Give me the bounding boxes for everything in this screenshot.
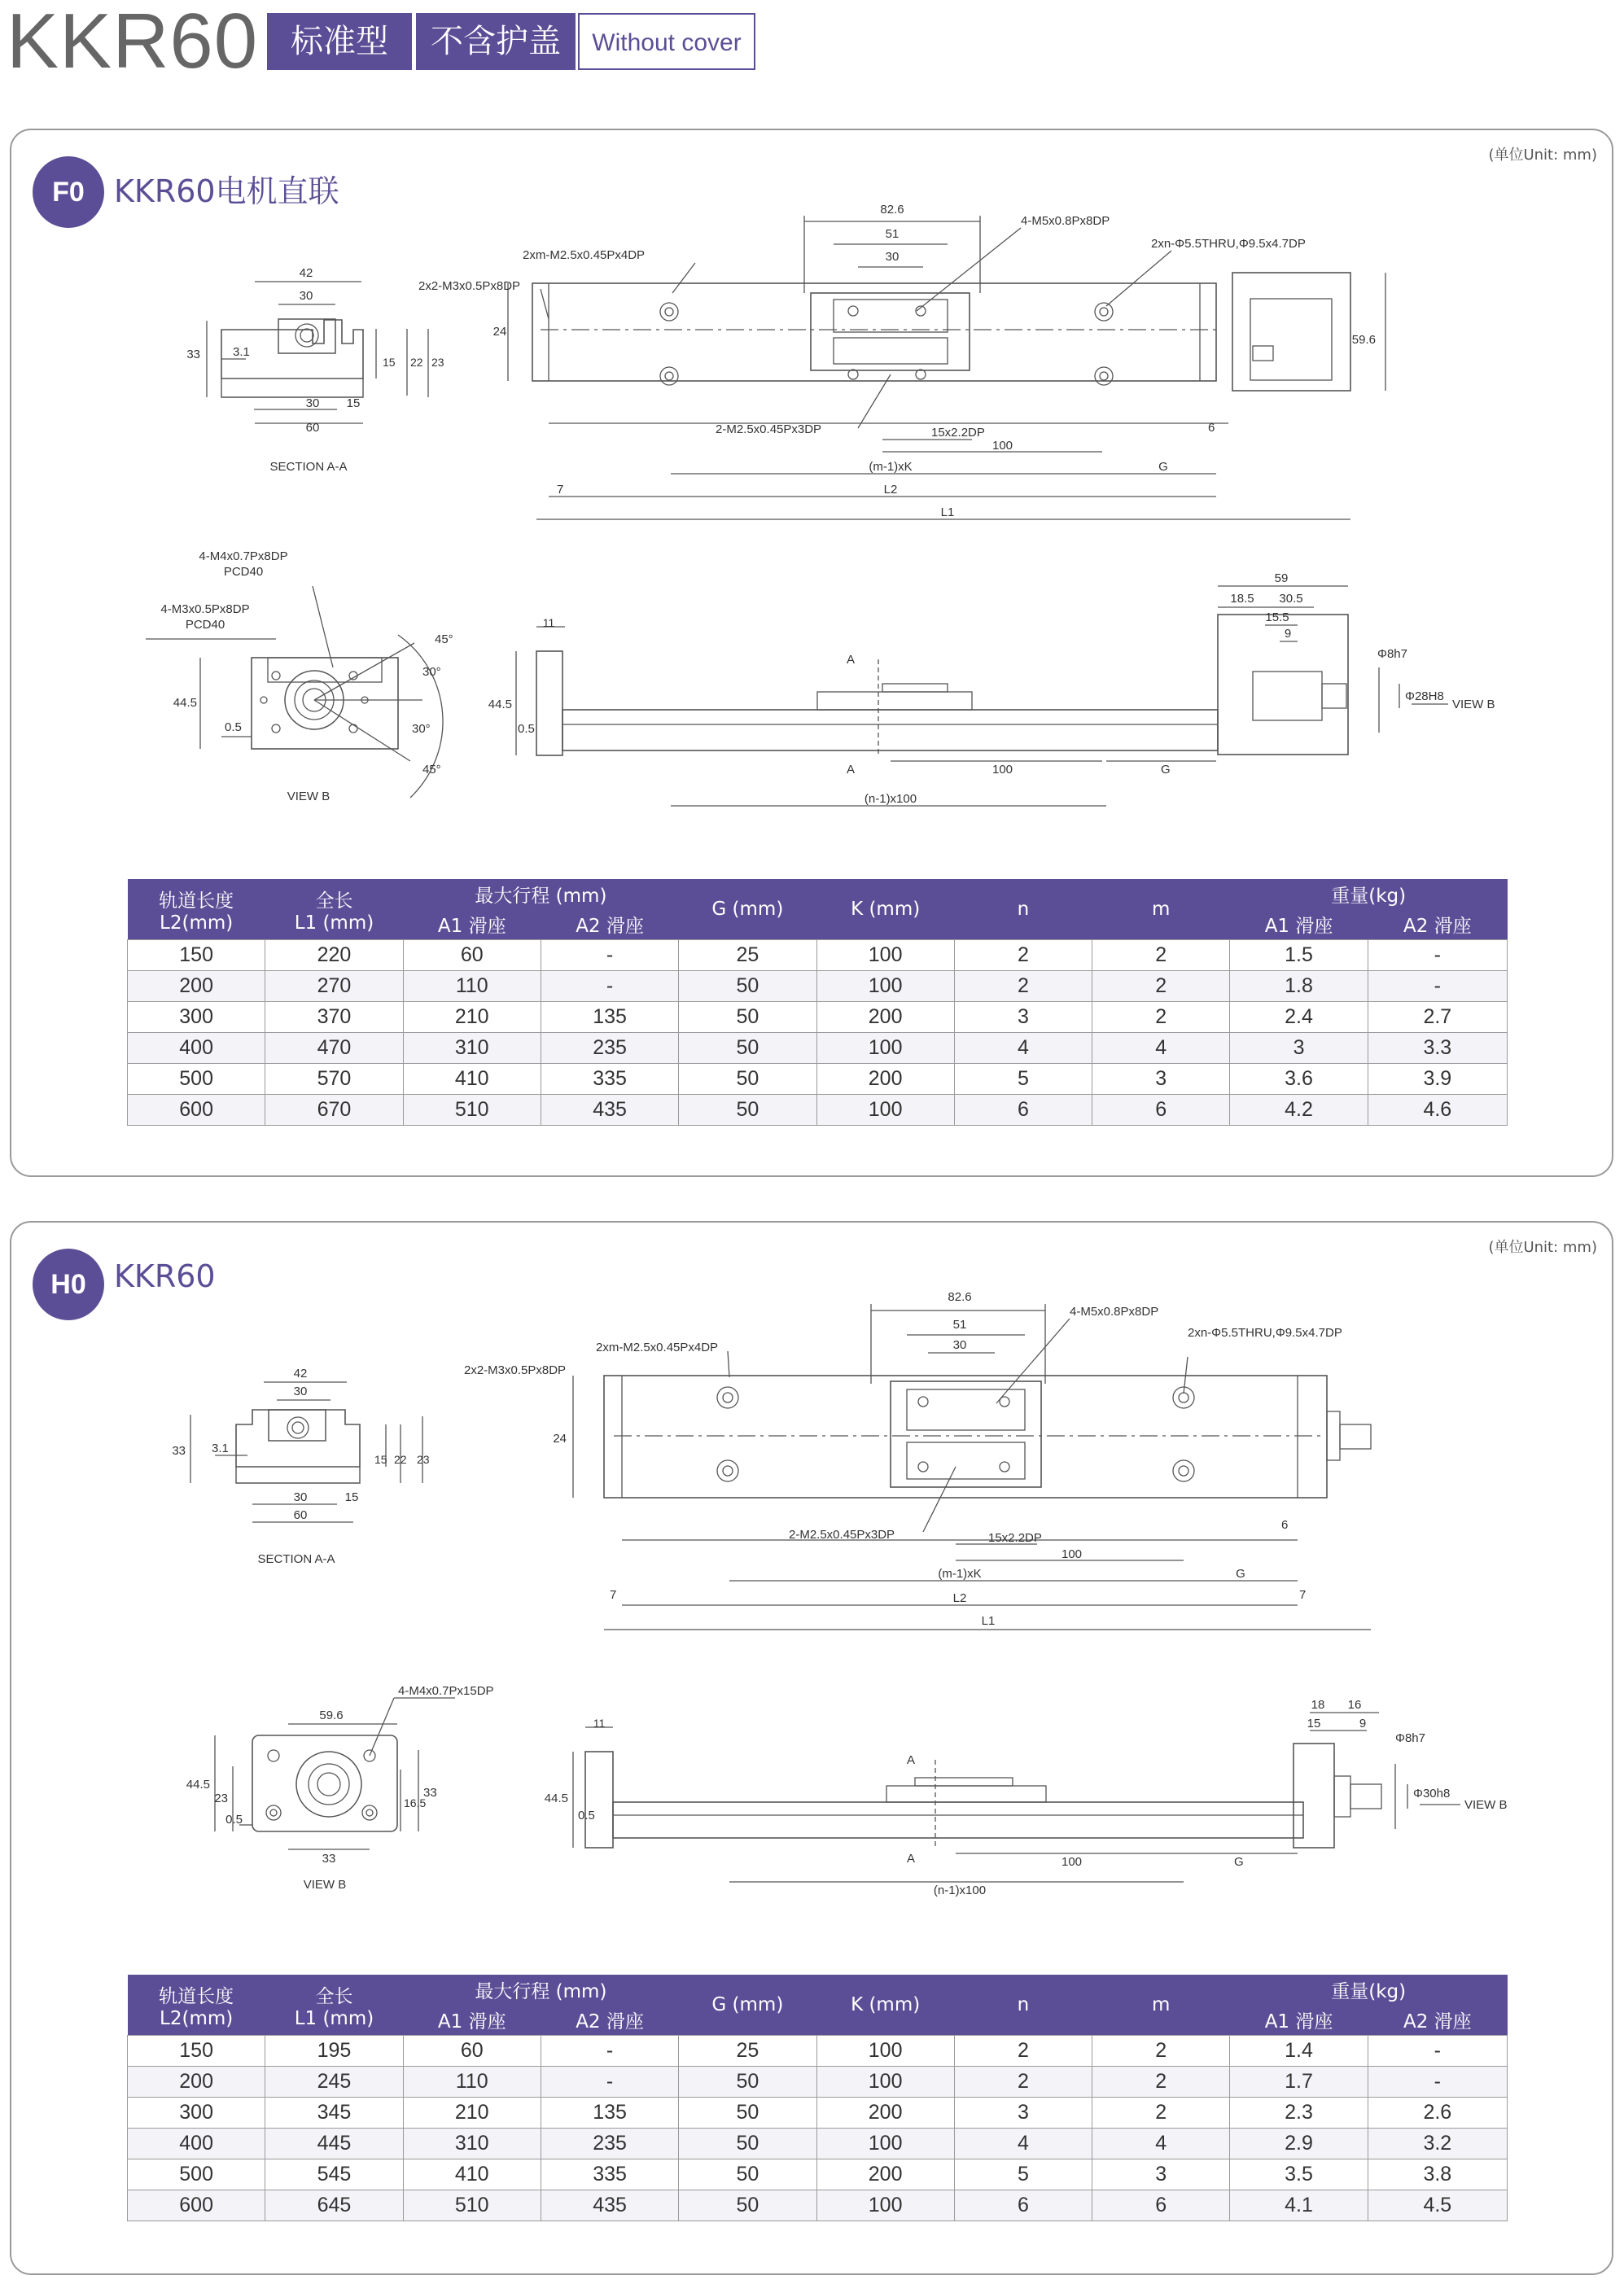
table-cell: 410 [403, 1064, 541, 1095]
table-cell: 1.5 [1230, 940, 1368, 971]
table-cell: 100 [816, 2036, 954, 2067]
section-badge: H0 [33, 1249, 104, 1320]
table-cell: 135 [541, 1002, 678, 1033]
f0-note-m3b: 4-M3x0.5Px8DP [160, 602, 250, 616]
h0-dim-59-6: 59.6 [319, 1709, 344, 1722]
table-row [128, 2190, 1508, 2221]
f0-drawing [11, 130, 1612, 863]
table-cell: 2 [1092, 940, 1230, 971]
h0-dim-60: 60 [293, 1508, 308, 1522]
h0-note-m4: 4-M4x0.7Px15DP [398, 1684, 494, 1698]
f0-dim-0-5b: 0.5 [518, 722, 535, 736]
h0-section-aa [172, 1367, 429, 1566]
table-cell: 2.9 [1230, 2129, 1368, 2159]
section-f0 [10, 129, 1613, 1177]
f0-dim-30b: 30 [885, 250, 900, 264]
h0-spec-table [127, 1975, 1508, 2221]
table-cell: 220 [265, 940, 403, 971]
f0-section-aa [186, 266, 444, 474]
table-cell: 2 [954, 940, 1092, 971]
h0-dim-7b: 7 [1299, 1588, 1307, 1602]
f0-angle-45b: 45° [422, 763, 441, 777]
table-cell: 3.6 [1230, 1064, 1368, 1095]
h0-dim-phi30: Φ30h8 [1413, 1787, 1451, 1801]
h0-dim-82-6: 82.6 [948, 1290, 972, 1304]
table-cell: 100 [816, 2129, 954, 2159]
h0-label-a2: A [907, 1852, 916, 1866]
table-cell: 470 [265, 1033, 403, 1064]
table-cell: 4.6 [1368, 1095, 1507, 1126]
table-cell: 235 [541, 2129, 678, 2159]
table-cell: 50 [679, 971, 816, 1002]
table-cell: 110 [403, 2067, 541, 2098]
f0-note-phi: 2xn-Φ5.5THRU,Φ9.5x4.7DP [1151, 237, 1306, 251]
table-cell: 2 [1092, 971, 1230, 1002]
table-cell: 3 [1092, 1064, 1230, 1095]
table-cell: - [541, 2036, 678, 2067]
table-cell: 6 [1092, 1095, 1230, 1126]
th-m: m [1092, 1975, 1230, 2036]
h0-dim-24: 24 [553, 1432, 567, 1446]
table-cell: 545 [265, 2159, 403, 2190]
table-cell: 6 [1092, 2190, 1230, 2221]
table-cell: 60 [403, 940, 541, 971]
f0-dim-30-5: 30.5 [1279, 592, 1303, 606]
table-cell: 100 [816, 971, 954, 1002]
f0-dim-b15: 15 [346, 396, 361, 410]
table-cell: 200 [128, 2067, 265, 2098]
table-row [128, 1095, 1508, 1126]
table-cell: 50 [679, 1033, 816, 1064]
f0-dim-59-6: 59.6 [1351, 333, 1376, 347]
f0-table-body [128, 940, 1508, 1126]
th-stroke-a2: A2 滑座 [541, 909, 678, 940]
th-rail [128, 879, 265, 940]
f0-dim-100: 100 [992, 439, 1013, 453]
table-cell: 50 [679, 2190, 816, 2221]
h0-dim-l1: L1 [981, 1614, 996, 1628]
table-cell: 270 [265, 971, 403, 1002]
f0-dim-42: 42 [299, 266, 313, 280]
tag-without-cover: Without cover [578, 13, 755, 70]
table-cell: 3 [1092, 2159, 1230, 2190]
table-cell: 2 [1092, 2098, 1230, 2129]
th-rail [128, 1975, 265, 2036]
h0-note-phi: 2xn-Φ5.5THRU,Φ9.5x4.7DP [1188, 1326, 1342, 1340]
unit-note: (单位Unit: mm) [1488, 1239, 1597, 1256]
h0-dim-b15: 15 [344, 1490, 359, 1504]
table-cell: 235 [541, 1033, 678, 1064]
h0-dim-18: 18 [1311, 1698, 1325, 1712]
h0-dim-16: 16 [1347, 1698, 1362, 1712]
h0-side-view [545, 1698, 1508, 1897]
f0-section-label: SECTION A-A [269, 460, 348, 474]
th-total [265, 879, 403, 940]
table-cell: 335 [541, 2159, 678, 2190]
f0-dim-18-5: 18.5 [1230, 592, 1254, 606]
table-cell: 510 [403, 2190, 541, 2221]
f0-note-m4: 4-M4x0.7Px8DP [199, 549, 288, 563]
section-title: KKR60电机直联 [114, 173, 339, 209]
table-cell: 3.8 [1368, 2159, 1507, 2190]
table-cell: 3 [954, 2098, 1092, 2129]
table-row [128, 940, 1508, 971]
f0-note-m5: 4-M5x0.8Px8DP [1021, 214, 1110, 228]
table-cell: 600 [128, 2190, 265, 2221]
table-cell: 100 [816, 2067, 954, 2098]
f0-view-b [146, 549, 453, 803]
table-row [128, 2098, 1508, 2129]
table-cell: 3.5 [1230, 2159, 1368, 2190]
tag-no-cover: 不含护盖 [416, 13, 576, 70]
table-row [128, 1033, 1508, 1064]
th-g: G (mm) [679, 879, 816, 940]
f0-dim-33: 33 [186, 348, 200, 361]
f0-label-a2: A [847, 763, 856, 777]
table-cell: 500 [128, 2159, 265, 2190]
th-stroke-a1: A1 滑座 [403, 909, 541, 940]
h0-dim-100: 100 [1062, 1547, 1083, 1561]
h0-dim-l2: L2 [952, 1591, 967, 1605]
table-cell: 2.3 [1230, 2098, 1368, 2129]
table-cell: 4.2 [1230, 1095, 1368, 1126]
table-cell: 100 [816, 1095, 954, 1126]
h0-view-b [186, 1684, 494, 1892]
f0-dim-44-5b: 44.5 [488, 698, 512, 711]
table-row [128, 971, 1508, 1002]
h0-dim-15b: 15 [1307, 1717, 1321, 1731]
th-rail-label: 轨道长度 [159, 1985, 234, 2007]
h0-dim-0-5: 0.5 [225, 1813, 243, 1827]
table-cell: 100 [816, 2190, 954, 2221]
table-cell: 4 [954, 2129, 1092, 2159]
th-total-label: 全长 [315, 1985, 353, 2007]
table-cell: 200 [128, 971, 265, 1002]
table-cell: 345 [265, 2098, 403, 2129]
h0-dim-44-5: 44.5 [186, 1778, 210, 1792]
f0-dim-82-6: 82.6 [880, 203, 904, 217]
table-cell: 195 [265, 2036, 403, 2067]
table-cell: 100 [816, 940, 954, 971]
f0-dim-0-5: 0.5 [225, 720, 242, 734]
th-stroke-a2: A2 滑座 [541, 2005, 678, 2036]
table-cell: 570 [265, 1064, 403, 1095]
h0-dim-0-5b: 0.5 [578, 1809, 595, 1822]
table-cell: 645 [265, 2190, 403, 2221]
table-cell: - [541, 971, 678, 1002]
h0-dim-11: 11 [593, 1717, 606, 1730]
h0-note-m25b: 2-M2.5x0.45Px3DP [789, 1528, 895, 1542]
table-cell: 150 [128, 940, 265, 971]
th-total [265, 1975, 403, 2036]
h0-top-view [464, 1290, 1371, 1630]
table-cell: 50 [679, 1002, 816, 1033]
table-cell: 3 [954, 1002, 1092, 1033]
f0-spec-table [127, 879, 1508, 1126]
th-stroke: 最大行程 (mm) [403, 879, 679, 909]
h0-dim-9: 9 [1359, 1717, 1367, 1731]
h0-dim-33: 33 [172, 1444, 186, 1458]
f0-view-b-label: VIEW B [287, 790, 330, 803]
table-cell: 300 [128, 1002, 265, 1033]
h0-dim-42: 42 [293, 1367, 308, 1380]
table-cell: 3.2 [1368, 2129, 1507, 2159]
table-cell: - [1368, 940, 1507, 971]
h0-dim-30b: 30 [952, 1338, 967, 1352]
f0-dim-7: 7 [557, 483, 564, 497]
table-cell: 1.7 [1230, 2067, 1368, 2098]
table-cell: 50 [679, 2129, 816, 2159]
h0-drawing [11, 1223, 1612, 1955]
table-cell: 335 [541, 1064, 678, 1095]
th-total-label: 全长 [315, 890, 353, 912]
table-cell: 1.8 [1230, 971, 1368, 1002]
table-cell: - [1368, 2036, 1507, 2067]
table-cell: 2 [954, 2067, 1092, 2098]
f0-dim-24: 24 [492, 325, 507, 339]
h0-dim-b30: 30 [293, 1490, 308, 1504]
h0-note-m5: 4-M5x0.8Px8DP [1070, 1305, 1159, 1319]
table-cell: - [1368, 2067, 1507, 2098]
h0-dim-30: 30 [293, 1385, 308, 1398]
table-row [128, 1002, 1508, 1033]
th-k: K (mm) [816, 879, 954, 940]
table-cell: 310 [403, 1033, 541, 1064]
h0-dim-6: 6 [1281, 1518, 1289, 1532]
model-title: KKR60 [7, 0, 259, 85]
h0-dim-g2: G [1234, 1855, 1244, 1869]
table-cell: 200 [816, 1064, 954, 1095]
table-cell: 3.9 [1368, 1064, 1507, 1095]
table-cell: 25 [679, 940, 816, 971]
th-n: n [954, 1975, 1092, 2036]
th-weight-a2: A2 滑座 [1368, 2005, 1507, 2036]
table-cell: 400 [128, 1033, 265, 1064]
table-cell: 4 [954, 1033, 1092, 1064]
section-badge: F0 [33, 156, 104, 228]
f0-dim-11: 11 [542, 616, 555, 629]
f0-dim-51: 51 [885, 227, 900, 241]
table-cell: 2 [1092, 1002, 1230, 1033]
th-total-unit: L1 (mm) [294, 2007, 374, 2029]
f0-dim-g2: G [1161, 763, 1171, 777]
f0-angle-30b: 30° [412, 722, 431, 736]
table-cell: 50 [679, 1095, 816, 1126]
table-cell: - [541, 940, 678, 971]
table-cell: 1.4 [1230, 2036, 1368, 2067]
f0-note-pcd40: PCD40 [223, 565, 264, 579]
th-stroke: 最大行程 (mm) [403, 1975, 679, 2005]
h0-dim-b33: 33 [322, 1852, 336, 1866]
f0-dim-15-5: 15.5 [1265, 610, 1289, 624]
h0-dim-22: 22 [394, 1453, 407, 1466]
table-cell: 135 [541, 2098, 678, 2129]
h0-view-b-arrow: VIEW B [1464, 1798, 1508, 1812]
table-cell: 2.6 [1368, 2098, 1507, 2129]
h0-dim-v33: 33 [423, 1786, 437, 1800]
unit-note: (单位Unit: mm) [1488, 147, 1597, 164]
th-weight-a1: A1 滑座 [1230, 909, 1368, 940]
section-title: KKR60 [114, 1258, 216, 1294]
f0-dim-23: 23 [431, 356, 444, 369]
f0-dim-3-1: 3.1 [233, 345, 250, 359]
h0-dim-3-1: 3.1 [212, 1442, 229, 1455]
h0-dim-n100: (n-1)x100 [933, 1884, 987, 1897]
f0-label-a: A [847, 653, 856, 667]
f0-dim-6: 6 [1208, 421, 1215, 435]
table-cell: 50 [679, 2067, 816, 2098]
table-cell: 310 [403, 2129, 541, 2159]
h0-view-b-label: VIEW B [303, 1878, 347, 1892]
f0-note-m3: 2x2-M3x0.5Px8DP [418, 279, 521, 293]
table-cell: 3.3 [1368, 1033, 1507, 1064]
f0-dim-b30: 30 [305, 396, 320, 410]
table-cell: 210 [403, 2098, 541, 2129]
table-cell: 435 [541, 1095, 678, 1126]
h0-dim-44-5b: 44.5 [544, 1792, 568, 1805]
f0-dim-22: 22 [410, 356, 423, 369]
th-rail-unit: L2(mm) [160, 912, 234, 934]
th-stroke-a1: A1 滑座 [403, 2005, 541, 2036]
th-rail-label: 轨道长度 [159, 890, 234, 912]
th-n: n [954, 879, 1092, 940]
table-cell: 50 [679, 2098, 816, 2129]
table-cell: 2.7 [1368, 1002, 1507, 1033]
h0-dim-mk: (m-1)xK [938, 1567, 982, 1581]
table-cell: 5 [954, 1064, 1092, 1095]
th-weight: 重量(kg) [1230, 1975, 1508, 2005]
table-cell: - [541, 2067, 678, 2098]
table-cell: 210 [403, 1002, 541, 1033]
table-cell: 5 [954, 2159, 1092, 2190]
f0-angle-45: 45° [435, 632, 453, 646]
table-cell: 4 [1092, 1033, 1230, 1064]
th-m: m [1092, 879, 1230, 940]
table-cell: 6 [954, 1095, 1092, 1126]
table-row [128, 2067, 1508, 2098]
f0-note-pcd40b: PCD40 [185, 618, 225, 632]
f0-view-b-arrow: VIEW B [1452, 698, 1495, 711]
table-cell: 200 [816, 1002, 954, 1033]
f0-top-view [418, 203, 1385, 519]
f0-dim-9: 9 [1284, 627, 1292, 641]
th-rail-unit: L2(mm) [160, 2007, 234, 2029]
h0-dim-100b: 100 [1062, 1855, 1083, 1869]
f0-dim-30: 30 [299, 289, 313, 303]
h0-note-m25: 2xm-M2.5x0.45Px4DP [596, 1341, 719, 1354]
table-cell: 4.5 [1368, 2190, 1507, 2221]
th-weight-a2: A2 滑座 [1368, 909, 1507, 940]
table-cell: 410 [403, 2159, 541, 2190]
table-cell: 2 [1092, 2067, 1230, 2098]
table-cell: 670 [265, 1095, 403, 1126]
table-cell: 110 [403, 971, 541, 1002]
table-cell: 100 [816, 1033, 954, 1064]
table-cell: 2 [954, 2036, 1092, 2067]
table-cell: - [1368, 971, 1507, 1002]
table-row [128, 2036, 1508, 2067]
th-weight: 重量(kg) [1230, 879, 1508, 909]
table-cell: 3 [1230, 1033, 1368, 1064]
h0-dim-23: 23 [417, 1453, 430, 1466]
f0-dim-100b: 100 [992, 763, 1013, 777]
table-cell: 25 [679, 2036, 816, 2067]
tag-standard: 标准型 [267, 13, 412, 70]
f0-angle-30: 30° [422, 665, 441, 679]
h0-note-m3: 2x2-M3x0.5Px8DP [464, 1363, 567, 1377]
th-total-unit: L1 (mm) [294, 912, 374, 934]
table-cell: 400 [128, 2129, 265, 2159]
table-cell: 300 [128, 2098, 265, 2129]
f0-dim-g: G [1158, 460, 1168, 474]
table-cell: 60 [403, 2036, 541, 2067]
h0-dim-7: 7 [610, 1588, 617, 1602]
table-cell: 435 [541, 2190, 678, 2221]
h0-table-body [128, 2036, 1508, 2221]
table-cell: 2 [954, 971, 1092, 1002]
h0-section-label: SECTION A-A [257, 1552, 335, 1566]
table-cell: 6 [954, 2190, 1092, 2221]
table-row [128, 1064, 1508, 1095]
table-cell: 200 [816, 2098, 954, 2129]
table-cell: 50 [679, 2159, 816, 2190]
f0-note-m25b: 2-M2.5x0.45Px3DP [716, 422, 822, 436]
table-cell: 4 [1092, 2129, 1230, 2159]
f0-note-m25: 2xm-M2.5x0.45Px4DP [523, 248, 646, 262]
f0-dim-15: 15 [383, 356, 396, 369]
f0-dim-l1: L1 [940, 505, 955, 519]
f0-dim-n100: (n-1)x100 [864, 792, 917, 806]
f0-dim-phi28: Φ28H8 [1405, 689, 1444, 703]
table-cell: 2 [1092, 2036, 1230, 2067]
h0-label-a: A [907, 1753, 916, 1767]
h0-note-15x2: 15x2.2DP [988, 1531, 1042, 1545]
table-cell: 4.1 [1230, 2190, 1368, 2221]
f0-dim-44-5: 44.5 [173, 696, 197, 710]
f0-note-15x2: 15x2.2DP [931, 426, 985, 440]
table-cell: 245 [265, 2067, 403, 2098]
th-g: G (mm) [679, 1975, 816, 2036]
table-cell: 50 [679, 1064, 816, 1095]
f0-dim-60: 60 [305, 421, 320, 435]
h0-dim-g: G [1236, 1567, 1245, 1581]
h0-dim-51: 51 [952, 1318, 967, 1332]
f0-dim-l2: L2 [883, 483, 898, 497]
f0-side-view [488, 571, 1495, 806]
section-h0 [10, 1221, 1613, 2275]
h0-dim-15: 15 [374, 1453, 387, 1466]
table-row [128, 2159, 1508, 2190]
table-cell: 500 [128, 1064, 265, 1095]
table-cell: 600 [128, 1095, 265, 1126]
f0-dim-mk: (m-1)xK [869, 460, 913, 474]
th-k: K (mm) [816, 1975, 954, 2036]
h0-dim-16-5: 16.5 [404, 1796, 427, 1809]
table-cell: 370 [265, 1002, 403, 1033]
f0-dim-phi8: Φ8h7 [1377, 647, 1407, 661]
table-cell: 200 [816, 2159, 954, 2190]
f0-dim-59: 59 [1274, 571, 1289, 585]
th-weight-a1: A1 滑座 [1230, 2005, 1368, 2036]
table-cell: 2.4 [1230, 1002, 1368, 1033]
h0-dim-phi8: Φ8h7 [1395, 1731, 1425, 1745]
table-cell: 150 [128, 2036, 265, 2067]
table-cell: 445 [265, 2129, 403, 2159]
table-cell: 510 [403, 1095, 541, 1126]
table-row [128, 2129, 1508, 2159]
h0-dim-23b: 23 [214, 1792, 228, 1805]
